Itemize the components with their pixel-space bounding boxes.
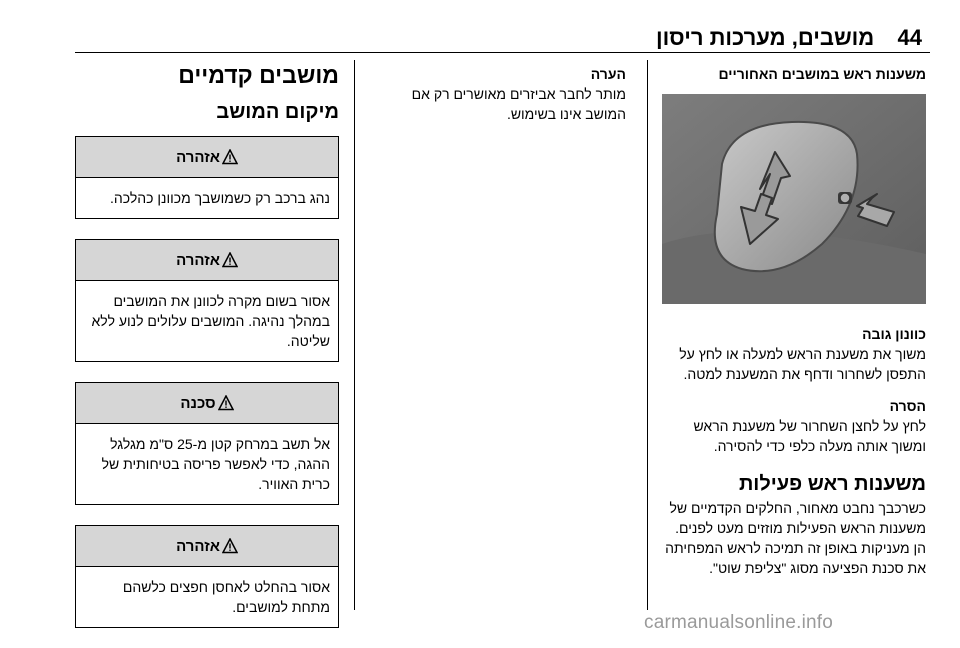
rear-headrests-column	[662, 64, 926, 578]
warning-triangle-icon	[222, 538, 238, 554]
warning-label: אזהרה	[176, 537, 220, 555]
warning-box-header	[76, 240, 338, 281]
headrest-release-illustration	[662, 94, 926, 304]
danger-label: סכנה	[180, 394, 216, 412]
warning-box	[75, 239, 339, 362]
note-text: מותר לחבר אביזרים מאושרים רק אם המושב אינו בשימוש.	[411, 86, 626, 122]
page-header	[0, 22, 960, 58]
note-column	[376, 64, 626, 124]
warning-box-header	[76, 137, 338, 178]
warning-box	[75, 525, 339, 628]
front-seats-title: מושבים קדמיים	[178, 62, 339, 88]
header-rule	[75, 52, 930, 53]
page-number: 44	[897, 25, 922, 50]
warning-label: אזהרה	[176, 148, 220, 166]
warning-triangle-icon	[222, 252, 238, 268]
warning-triangle-icon	[222, 149, 238, 165]
warning-text: נהג ברכב רק כשמושבך מכוונן כהלכה.	[110, 190, 330, 206]
note-title: הערה	[590, 66, 626, 82]
height-adjust-title: כוונון גובה	[862, 326, 926, 342]
warning-box	[75, 136, 339, 219]
chapter-title: מושבים, מערכות ריסון	[656, 25, 875, 50]
danger-text: אל תשב במרחק קטן מ-25 ס"מ מגלגל ההגה, כדי לאפשר פריסה בטיחותית של כרית האוויר.	[101, 436, 330, 492]
height-adjust-text: משוך את משענת הראש למעלה או לחץ על התפסן לשחרור ודחף את המשענת למטה.	[679, 346, 926, 382]
active-headrests-text: כשרכבך נחבט מאחור, החלקים הקדמיים של משענות הראש הפעילות מוזזים מעט לפנים. הן מעניקות באופן זה תמיכה לראש המפחיתה את סכנת הפציעה מסוג "צליפת שוט".	[665, 500, 926, 576]
column-divider-left	[354, 60, 355, 610]
warning-text: אסור בהחלט לאחסן חפצים כלשהם מתחת למושבים.	[122, 579, 330, 615]
warning-box-header	[76, 526, 338, 567]
column-divider-right	[647, 60, 648, 610]
danger-box	[75, 382, 339, 505]
warning-text: אסור בשום מקרה לכוונן את המושבים במהלך נהיגה. המושבים עלולים לנוע ללא שליטה.	[91, 293, 330, 349]
warning-triangle-icon	[218, 395, 234, 411]
danger-box-header	[76, 383, 338, 424]
removal-title: הסרה	[889, 398, 926, 414]
watermark: carmanualsonline.info	[644, 612, 834, 633]
seat-position-title: מיקום המושב	[216, 101, 339, 123]
active-headrests-title: משענות ראש פעילות	[738, 473, 926, 495]
removal-text: לחץ על לחצן השחרור של משענת הראש ומשוך אותה מעלה כלפי כדי להסירה.	[693, 418, 926, 454]
front-seats-column	[75, 60, 339, 648]
rear-headrests-heading: משענות ראש במושבים האחוריים	[718, 66, 926, 82]
warning-label: אזהרה	[176, 251, 220, 269]
